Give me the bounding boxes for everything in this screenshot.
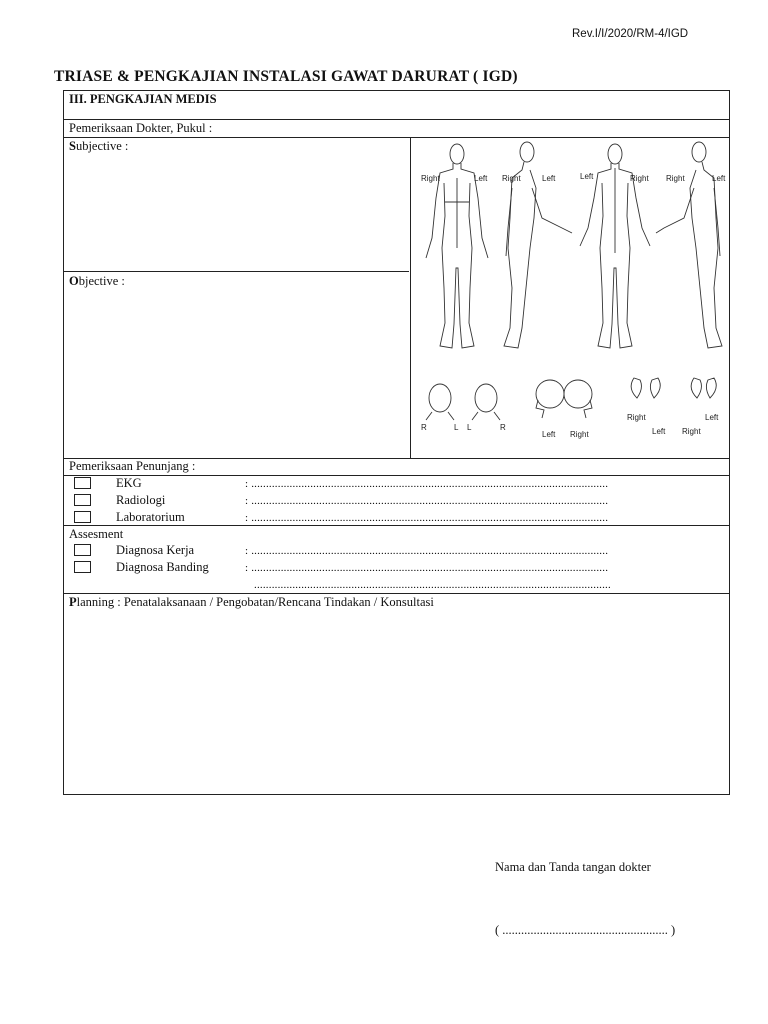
ear-figures (631, 378, 716, 398)
laboratorium-checkbox[interactable] (74, 511, 91, 523)
planning-field[interactable] (66, 613, 726, 791)
planning-initial: P (69, 595, 77, 609)
ekg-field[interactable]: : ......................................................................................................................... (245, 478, 609, 490)
head-back-figure (472, 384, 500, 420)
form-table (63, 90, 730, 795)
planning-label (69, 595, 434, 610)
f1-left-label: Left (474, 174, 488, 183)
diagnosa-banding-checkbox[interactable] (74, 561, 91, 573)
side-body-figure-left (656, 142, 722, 348)
objective-rest: bjective : (78, 274, 125, 288)
assessment-heading: Assesment (69, 527, 124, 541)
planning-rest: lanning : Penatalaksanaan / Pengobatan/Rencana Tindakan / Konsultasi (76, 595, 434, 609)
f4-left-label: Left (712, 174, 726, 183)
subjective-label (69, 139, 128, 154)
signature-line[interactable]: ( ..................................................... ) (495, 923, 676, 937)
f2-right-label: Right (502, 174, 521, 183)
h2-r-label: R (500, 423, 506, 432)
signature-label: Nama dan Tanda tangan dokter (495, 860, 651, 874)
radiologi-label: Radiologi (116, 493, 166, 507)
doctor-exam-label: Pemeriksaan Dokter, Pukul : (69, 121, 213, 135)
row-divider (64, 525, 729, 526)
subjective-field[interactable] (66, 157, 406, 267)
diagnosa-continuation-field[interactable]: ......................................................................................................................... (254, 579, 611, 591)
form-title: TRIASE & PENGKAJIAN INSTALASI GAWAT DARURAT ( IGD) (54, 68, 518, 85)
row-divider (64, 271, 409, 272)
side-left-label: Left (542, 430, 556, 439)
radiologi-field[interactable]: : ......................................................................................................................... (245, 495, 609, 507)
ear-right-bottom-label: Right (682, 427, 701, 436)
objective-label (69, 274, 125, 289)
objective-field[interactable] (66, 291, 406, 453)
ekg-checkbox[interactable] (74, 477, 91, 489)
ear-left-top-label: Left (705, 413, 719, 422)
head-side-right-figure (564, 380, 592, 418)
subjective-initial: S (69, 139, 76, 153)
ekg-label: EKG (116, 476, 142, 490)
objective-initial: O (69, 274, 79, 288)
side-right-label: Right (570, 430, 589, 439)
row-divider (64, 593, 729, 594)
h1-l-label: L (454, 423, 459, 432)
ear-left-bottom-label: Left (652, 427, 666, 436)
row-divider (64, 119, 729, 120)
f3-left-label: Left (580, 172, 594, 181)
column-divider (410, 137, 411, 458)
diagnosa-kerja-field[interactable]: : ......................................................................................................................... (245, 545, 609, 557)
f1-right-label: Right (421, 174, 440, 183)
f3-right-label: Right (630, 174, 649, 183)
side-body-figure-right (504, 142, 572, 348)
subjective-rest: ubjective : (75, 139, 129, 153)
radiologi-checkbox[interactable] (74, 494, 91, 506)
diagnosa-banding-label: Diagnosa Banding (116, 560, 209, 574)
h1-r-label: R (421, 423, 427, 432)
head-front-figure (426, 384, 454, 420)
body-chart-diagram[interactable] (412, 138, 728, 457)
diagnosa-kerja-checkbox[interactable] (74, 544, 91, 556)
f4-right-label: Right (666, 174, 685, 183)
row-divider (64, 475, 729, 476)
laboratorium-label: Laboratorium (116, 510, 185, 524)
section-heading: III. PENGKAJIAN MEDIS (69, 92, 217, 106)
revision-code: Rev.I/I/2020/RM-4/IGD (572, 28, 689, 40)
ear-right-top-label: Right (627, 413, 646, 422)
supporting-heading: Pemeriksaan Penunjang : (69, 459, 196, 473)
f2-left-label: Left (542, 174, 556, 183)
diagnosa-kerja-label: Diagnosa Kerja (116, 543, 195, 557)
laboratorium-field[interactable]: : ......................................................................................................................... (245, 512, 609, 524)
head-side-left-figure (536, 380, 564, 418)
h2-l-label: L (467, 423, 472, 432)
diagnosa-banding-field[interactable]: : ......................................................................................................................... (245, 562, 609, 574)
